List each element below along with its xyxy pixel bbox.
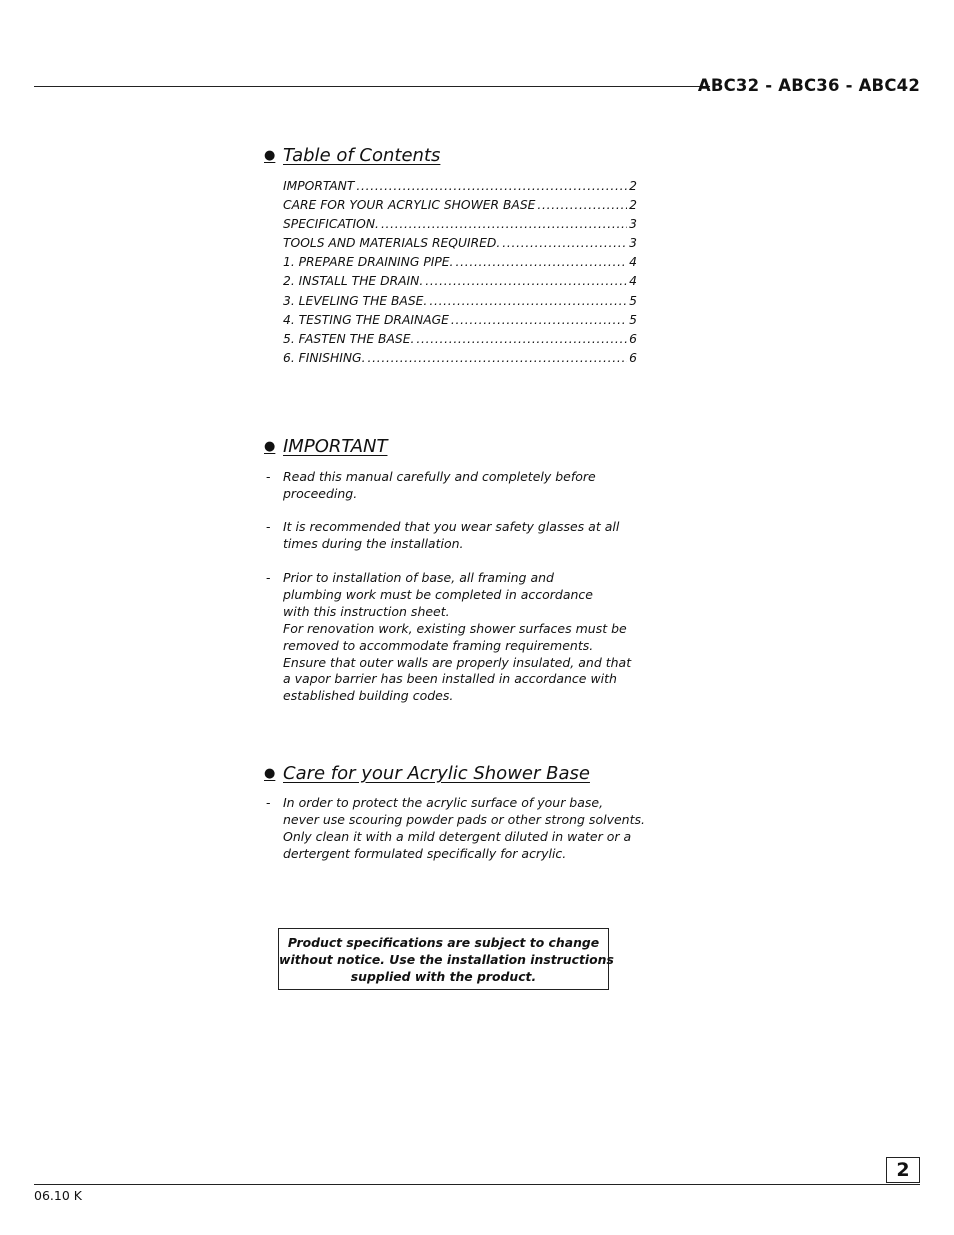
bullet-icon: ● [264, 766, 276, 781]
important-item: - Prior to installation of base, all framing and plumbing work must be completed in accordance with this instruction sheet. For renovation work, existing shower surfaces must be removed to accommodate framing requirements. Ensure that outer walls are properly insulated, and that a vapor barrier has been installed in accordance with established building codes. [266, 570, 632, 704]
toc-leader [537, 198, 627, 212]
toc-heading [264, 145, 654, 166]
care-heading-text: Care for your Acrylic Shower Base [283, 763, 590, 784]
toc-leader [425, 274, 627, 288]
page-number: 2 [886, 1157, 920, 1183]
important-heading-text: IMPORTANT [283, 436, 388, 457]
toc-leader [356, 179, 627, 193]
header-rule [34, 86, 710, 87]
footer-rule [34, 1184, 920, 1185]
bullet-icon: ● [264, 148, 276, 163]
toc-leader [502, 236, 627, 250]
toc-entry[interactable]: 6. FINISHING. . . . 6 [283, 351, 637, 370]
important-heading [264, 436, 654, 457]
dash-marker: - [266, 469, 271, 484]
toc-entry[interactable]: 3. LEVELING THE BASE. . . . 5 [283, 294, 637, 313]
toc-leader [381, 217, 627, 231]
toc-entry[interactable]: CARE FOR YOUR ACRYLIC SHOWER BASE . . . 2 [283, 198, 637, 217]
dash-marker: - [266, 570, 271, 585]
model-title: ABC32 - ABC36 - ABC42 [697, 76, 920, 95]
care-heading [264, 763, 654, 784]
bullet-icon: ● [264, 439, 276, 454]
toc-heading-text: Table of Contents [283, 145, 441, 166]
toc-entry[interactable]: 4. TESTING THE DRAINAGE . . . 5 [283, 313, 637, 332]
dash-marker: - [266, 519, 271, 534]
revision-code: 06.10 K [34, 1188, 82, 1203]
dash-marker: - [266, 795, 271, 810]
toc-entry[interactable]: 5. FASTEN THE BASE. . . . 6 [283, 332, 637, 351]
toc-entry[interactable]: TOOLS AND MATERIALS REQUIRED. . . . 3 [283, 236, 637, 255]
toc-entry[interactable]: IMPORTANT . . . 2 [283, 179, 637, 198]
toc-leader [451, 313, 627, 327]
toc-entry[interactable]: SPECIFICATION. . . . 3 [283, 217, 637, 236]
important-item: - Read this manual carefully and completely before proceeding. [266, 469, 596, 501]
toc-leader [367, 351, 627, 365]
important-item: - It is recommended that you wear safety glasses at all times during the installation. [266, 519, 620, 551]
table-of-contents [283, 179, 637, 370]
toc-entry[interactable]: 1. PREPARE DRAINING PIPE. . . . 4 [283, 255, 637, 274]
care-item: - In order to protect the acrylic surface of your base, never use scouring powder pads or other strong solvents. Only clean it with a mild detergent diluted in water or a dertergent formulated specifically for acrylic. [266, 795, 645, 861]
toc-leader [429, 294, 627, 308]
specification-notice-box: Product specifications are subject to change without notice. Use the installation instructions supplied with the product. [278, 928, 609, 990]
toc-leader [416, 332, 627, 346]
toc-entry[interactable]: 2. INSTALL THE DRAIN. . . . 4 [283, 274, 637, 293]
toc-leader [455, 255, 627, 269]
